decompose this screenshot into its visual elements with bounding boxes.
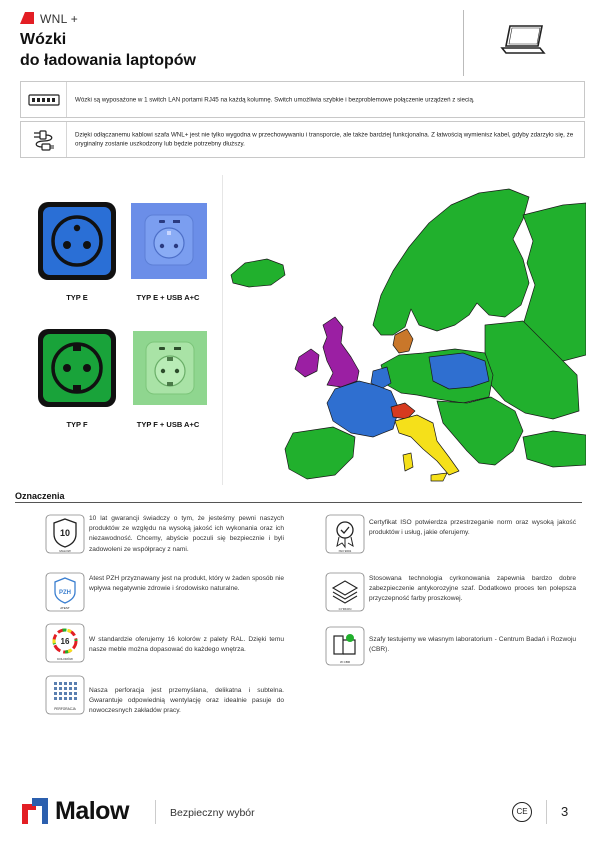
feature-description: Wózki są wyposażone w 1 switch LAN portami RJ45 na każdą kolumnę. Switch umożliwia szybkie i bezproblemowe połączenie urządzeń z siecią.: [75, 95, 475, 103]
feature-icon-cell: [21, 82, 67, 117]
brand-mark-icon: [20, 12, 34, 24]
oznaczenie-text-cyrkon: Stosowana technologia cyrkonowania zapewnia bardzo dobre zabezpieczenie antykorozyjne szaf. Dodatkowo proces ten polepsza przyczepność farby proszkowej.: [369, 575, 576, 603]
svg-text:KOLORÓW: KOLORÓW: [57, 657, 73, 661]
ce-mark-icon: CE: [512, 802, 532, 822]
footer-divider-2: [546, 800, 547, 824]
footer-brand: Malow: [55, 797, 129, 825]
socket-types-panel: [15, 175, 222, 485]
zirconium-coating-icon: [325, 572, 365, 612]
svg-text:ISO 9001: ISO 9001: [338, 549, 352, 553]
feature-description: Dzięki odłączanemu kablowi szafa WNL+ jest nie tylko wygodna w przechowywaniu i transporcie, ale także bardziej funkcjonalna. Z łatwością wymienisz kabel, gdyby zdarzyło się, że oryginalny zostanie uszkodzony lub będzie potrzebny dłuższy.: [75, 131, 574, 148]
svg-text:PZH: PZH: [59, 590, 71, 596]
map-sicily: [431, 473, 447, 481]
map-iceland: [231, 259, 285, 287]
page-header: [0, 0, 595, 80]
socket-label-typ-f-usb: TYP F + USB A+C: [136, 420, 200, 429]
map-sardinia: [403, 453, 413, 471]
section-divider: [15, 502, 582, 503]
page-title-line1: Wózki: [20, 31, 67, 48]
svg-text:ATEST: ATEST: [60, 606, 70, 610]
map-iberia: [285, 427, 355, 479]
socket-label-typ-e-usb: TYP E + USB A+C: [136, 293, 200, 302]
network-switch-icon: [28, 93, 60, 107]
feature-switch-row: [20, 81, 585, 118]
socket-type-f-icon: [36, 327, 118, 409]
socket-label-typ-f: TYP F: [66, 420, 88, 429]
header-divider: [463, 10, 464, 76]
svg-text:W CBR: W CBR: [340, 660, 350, 664]
colors-16-icon: [45, 623, 85, 663]
page-number: 3: [561, 804, 569, 819]
iso-certificate-icon: [325, 514, 365, 554]
europe-socket-map: [222, 175, 585, 485]
laptop-icon: [500, 24, 546, 56]
page-title: [20, 29, 196, 71]
oznaczenie-text-colors: W standardzie oferujemy 16 kolorów z palety RAL. Dzięki temu nasze meble można dopasować do każdego wnętrza.: [89, 636, 284, 654]
tested-cbr-icon: [325, 626, 365, 666]
product-line-label: WNL +: [40, 12, 79, 26]
socket-label-typ-e: TYP E: [66, 293, 88, 302]
svg-text:PERFORACJA: PERFORACJA: [54, 707, 76, 711]
cable-icon: [30, 127, 58, 153]
page-title-line2: do ładowania laptopów: [20, 52, 196, 69]
socket-type-f-usb-icon: [133, 331, 207, 405]
europe-map-graphic: [223, 175, 586, 485]
map-ireland: [295, 349, 319, 377]
malow-logo-icon: [22, 798, 48, 824]
oznaczenie-text-cbr: Szafy testujemy we własnym laboratorium - Centrum Badań i Rozwoju (CBR).: [369, 636, 576, 654]
oznaczenie-text-pzh: Atest PZH przyznawany jest na produkt, który w żaden sposób nie wpływa negatywnie zdrowie i środowisko naturalne.: [89, 575, 284, 593]
svg-text:16: 16: [60, 637, 70, 646]
feature-icon-cell: [21, 122, 67, 157]
svg-text:10: 10: [59, 528, 71, 538]
map-france: [327, 381, 399, 437]
warranty-10-icon: [45, 514, 85, 554]
map-balkans: [437, 397, 523, 465]
perforation-icon: [45, 675, 85, 715]
oznaczenie-text-perforation: Nasza perforacja jest przemyślana, delikatna i subtelna. Gwarantuje odpowiednią wentylację oraz idealnie pasuje do nowoczesnych zakładów pracy.: [89, 687, 284, 715]
map-uk: [323, 317, 359, 387]
oznaczenie-text-iso: Certyfikat ISO potwierdza przestrzeganie norm oraz wysoką jakość produktów i usług, jakie oferujemy.: [369, 519, 576, 537]
feature-cable-row: [20, 121, 585, 158]
socket-type-e-icon: [36, 200, 118, 282]
section-title-oznaczenia: Oznaczenia: [15, 491, 65, 501]
map-scandinavia: [373, 189, 529, 335]
map-turkey: [523, 431, 586, 467]
svg-text:MALOW: MALOW: [59, 549, 71, 553]
footer-divider: [155, 800, 156, 824]
svg-text:CYRKON: CYRKON: [338, 607, 352, 611]
footer-tagline: Bezpieczny wybór: [170, 807, 255, 819]
oznaczenie-text-warranty: 10 lat gwarancji świadczy o tym, że jesteśmy pewni naszych produktów ze względu na wysoką jakość ich wykonania oraz ich niezawodność. Chcemy, abyście poczuli się bezpiecznie i byli zadowoleni ze współpracy z nami.: [89, 515, 284, 553]
pzh-attest-icon: [45, 572, 85, 612]
socket-type-e-usb-icon: [131, 203, 207, 279]
